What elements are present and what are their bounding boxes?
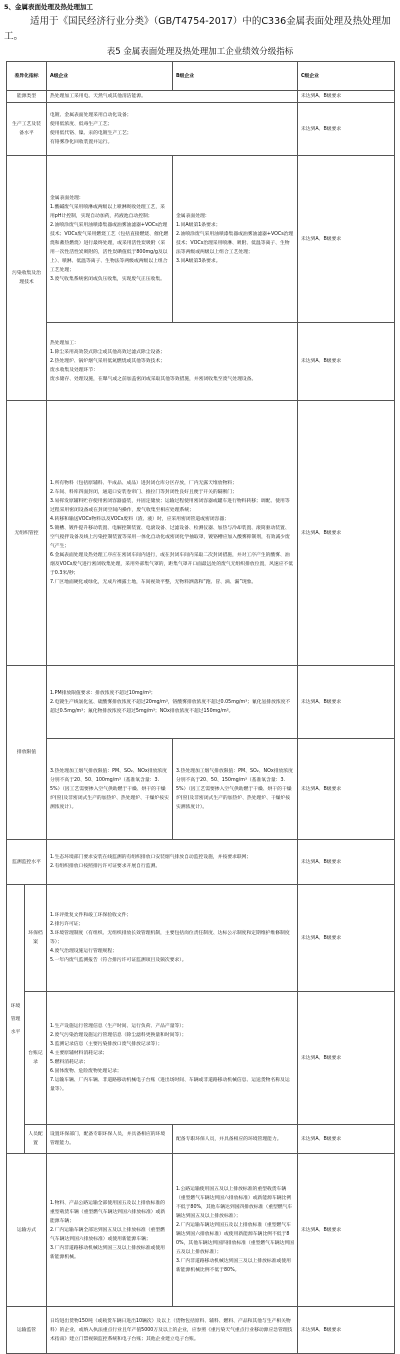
text-line: 3.环境管理制度（有组织、无组织排放长效管理机制，主要包括岗位责任制度、达标公示制度和定期维护维修制度等）； — [50, 931, 290, 945]
table-row — [7, 1307, 395, 1354]
cell-b: 3.热处理加工烟气排放限值：PM、SO₂、NOx排放浓度分别不高于20、50、150mg/m³（基准氧含量：3.5%）（因工艺需要掺入空气供助燃于干燥、烘干的干燥炉(窑)及非密闭式生产的加热炉、热处理炉、干燥炉按实测浓度计）。 — [173, 739, 298, 840]
cell-a — [47, 401, 298, 666]
text-line: 2.有组织排放口按照排污许可证要求开展自行监测。 — [50, 864, 161, 869]
cell-c: 未达到A、B级要求 — [298, 103, 395, 156]
text-line: 6.固体废物、危险废物处理记录； — [50, 1069, 122, 1074]
table-header-row — [7, 62, 395, 91]
text-line: 4.废气治理设施运行管理规程； — [50, 949, 117, 954]
table-row — [7, 739, 395, 840]
cell-a: 设置环保部门，配备专职环保人员，并具备相应的环境管理能力。 — [47, 1125, 173, 1154]
cell-a — [47, 103, 298, 156]
cell-c: 未达到A、B级要求 — [298, 739, 395, 840]
table-row — [7, 103, 395, 156]
text-line: 金属表面处理： — [176, 214, 210, 219]
text-line: 2.废气污染治理设施运行管理信息（除尘滤料更换量和时间等）； — [50, 1033, 187, 1038]
section-heading: 5、金属表面处理及热处理加工 — [4, 3, 94, 11]
row-label: 运输方式 — [7, 1154, 47, 1307]
cell-a — [47, 323, 298, 401]
cell-c: 未达到A、B级要求 — [298, 885, 395, 992]
text-line: 2.厂内运输车辆全部达到国五及以上排放标准（重型燃气车辆达到国六排放标准）或使用新能源车辆； — [50, 1227, 165, 1242]
row-label: 运输监管 — [7, 1307, 47, 1354]
text-line: 3.易挥发原辅料贮存使用密闭容器盛装，并固定储放；运输过程使用密闭容器或罐车进行物料转移；调配、使用等过程采用密闭设备或在封闭空间内操作，废气收集至相应处理系统； — [50, 499, 290, 513]
header-b-level: B级企业 — [173, 62, 298, 91]
text-line: 1.生产设施运行管理信息（生产时间、运行负荷、产品产量等）； — [50, 1024, 187, 1029]
text-line: 4.主要原辅材料消耗记录； — [50, 1051, 108, 1056]
table-row — [7, 666, 395, 739]
text-line: 3.厂内非道路移动机械达到国三及以上排放标准或使用新能源机械。 — [50, 1245, 165, 1260]
sub-label: 人员配置 — [25, 1125, 47, 1154]
text-line: 3.厂内非道路移动机械达到国三及以上排放标准或使用新能源机械比例不低于80%。 — [176, 1259, 291, 1273]
text-line: 1.生态环境部门要求安装在线监测的有组织排放口安装烟气排放自动监控设施，并按要求联网； — [50, 855, 252, 860]
text-line: 1.同A级第1条要求； — [176, 223, 221, 228]
cell-a: 日均进出货物150吨（或载货车辆日进出10辆次）及以上（货物包括原料、辅料、燃料、产品和其他与生产相关物料）的企业，或纳入执法重点行业且年产值5000万及以上的企业，应参照《重污染天气重点行业移动源应急管理技术指南》建立门禁视频监控系统和电子台账；其他企业建立电子台账。 — [47, 1307, 298, 1354]
text-line: 6.金属表面处理及热处理工序应在密闭车间内进行，或在封闭车间内采取二次封闭措施，并对工序产生的酸雾、油烟及VOCs废气进行密闭收集处理，采用外部集气罩的，距集气罩开口面最远处的废气无组织排放位置，风速应不低于0.3米/秒； — [50, 553, 294, 576]
table-row — [7, 1125, 395, 1154]
row-label: 污染收集及治理技术 — [7, 156, 47, 401]
cell-c: 未达到A、B级要求 — [298, 91, 395, 103]
text-line: 5.一年内废气监测报告（符合排污许可证监测项目及频次要求）。 — [50, 958, 187, 963]
header-indicator: 差异化指标 — [7, 62, 47, 91]
text-line: 3.同A级第3条要求。 — [176, 259, 221, 264]
text-line: 5.燃料消耗记录； — [50, 1060, 89, 1065]
table-row — [7, 401, 395, 666]
table-row — [7, 1154, 395, 1307]
text-line: 热处理加工： — [50, 341, 79, 346]
text-line: 2.车间、料库四面封闭，通道口安装卷帘门、推拉门等封闭性良好且便于开关的隔断门； — [50, 490, 237, 495]
row-label: 无组织管控 — [7, 401, 47, 666]
grading-table — [6, 61, 395, 1354]
text-line: 废水收集及处理环节： — [50, 368, 98, 373]
text-line: 1.环评批复文件和竣工环保验收文件； — [50, 913, 132, 918]
table-row — [7, 885, 395, 992]
text-line: 7.运输车辆、厂内车辆、非道路移动机械电子台账（进出场时间、车辆或非道路移动机械信息、运送货物名称及运量等）。 — [50, 1078, 290, 1092]
cell-c: 未达到A、B级要求 — [298, 992, 395, 1125]
text-line: 5.镀槽、镀件提升移动装置、电解控制装置、电滚设备、过滤设备、检测仪器、加热与冷却装置、滚筒驱动装置、空气搅拌设备及线上污染控制装置等采用一体化自动化或密闭化学抽取罩，镀铬槽应加入酸雾抑制剂，有效减少废气产生； — [50, 526, 290, 549]
text-line: 废水储存、处理设施，在曝气或之前加盖密闭或采取其他等效措施，并密闭收集至废气处理设备。 — [50, 377, 257, 382]
table-row — [7, 91, 395, 103]
cell-c: 未达到A、B级要求 — [298, 666, 395, 739]
row-label: 排放限值 — [7, 666, 47, 840]
text-line: 4.转移和输送VOCs物料以及VOCs废料（渣、液）时，应采用密闭管道或密闭容器； — [50, 517, 229, 522]
text-line: 使用低浓度、低毒生产工艺； — [50, 122, 113, 127]
text-line: 电镀、金属表面处理采用自动化设备； — [50, 113, 132, 118]
row-label: 监测监控水平 — [7, 840, 47, 885]
cell-a — [47, 156, 173, 323]
text-line: 1.酸碱废气采用喷淋或两级以上喷淋吸收处理工艺，采用pH计控制，实现自动加药，药液池自动控制； — [50, 205, 165, 219]
table-row — [7, 840, 395, 885]
text-line: 2.油喷涂废气采用油喷漆集器或油雾油滤器+VOCs治理技术；VOCs治理采用喷淋、吸附、低温等离子、生物法等两级或两级以上组合工艺处理； — [176, 232, 294, 255]
cell-a — [47, 840, 298, 885]
header-c-level: C级企业 — [298, 62, 395, 91]
table-title: 表5 金属表面处理及热处理加工企业绩效分级指标 — [106, 47, 294, 57]
cell-a — [47, 666, 298, 739]
cell-b: 配备专职环保人员，并具备相应的环境管理能力。 — [173, 1125, 298, 1154]
text-line: 有铬雾净化回收装置并运行。 — [50, 140, 113, 145]
cell-a — [47, 885, 298, 992]
cell-c: 未达到A、B级要求 — [298, 156, 395, 323]
text-line: 7.厂区地面硬化或绿化，无成片裸露土地，车间视效平整，无物料洒落和“跑、冒、滴、漏”现象。 — [50, 580, 257, 585]
sub-label: 环保档案 — [25, 885, 47, 992]
cell-c: 未达到A、B级要求 — [298, 401, 395, 666]
text-line: 2.油喷涂废气采用油喷漆集器或油雾油滤器+VOCs治理技术；VOCs废气采用燃烧工艺（包括直接燃烧、催化燃烧和蓄热燃烧）进行最终处理，或采用活性炭吸附（采用一次性活性炭吸附的，活性炭碘值低于800mg/g及以上）、喷淋、低温等离子、生物法等两级或两级以上组合工艺处理； — [50, 223, 169, 273]
cell-a: 热处理加工采用电、天然气或其他清洁能源。 — [47, 91, 298, 103]
text-line: 2.厂内运输车辆达到国五及以上排放标准（重型燃气车辆达到国六排放标准）或使用新能源车辆比例不低于80%，其他车辆达到国四排放标准（重型燃气车辆达到国五及以上排放标准）； — [176, 1223, 294, 1255]
table-row — [7, 156, 395, 323]
header-a-level: A级企业 — [47, 62, 173, 91]
text-line: 1.物料、产品公路运输全部使用国五及以上排放标准的重型载货车辆（重型燃气车辆达到国六排放标准）或新能源车辆； — [50, 1200, 166, 1224]
row-label: 环境管理水平 — [7, 885, 25, 1154]
cell-c: 未达到A、B级要求 — [298, 1125, 395, 1154]
text-line: 2.排污许可证； — [50, 922, 84, 927]
row-label: 能源类型 — [7, 91, 47, 103]
text-line: 金属表面处理： — [50, 196, 84, 201]
text-line: 使用低代铬、镍、汞的电镀生产工艺； — [50, 131, 132, 136]
cell-b — [173, 1154, 298, 1307]
cell-c: 未达到A、B级要求 — [298, 840, 395, 885]
table-row — [7, 992, 395, 1125]
sub-label: 台账记录 — [25, 992, 47, 1125]
text-line: 1.所有物料（包括原辅料、半成品、成品）进封闭仓库分区存放，厂内无露天堆放物料； — [50, 481, 237, 486]
cell-a: 3.热处理加工烟气排放限值：PM、SO₂、NOx排放浓度分别不高于20、50、100mg/m³（基准氧含量：3.5%）（因工艺需要掺入空气供助燃于干燥、烘干的干燥炉(窑)及非密闭式生产的加热炉、热处理炉、干燥炉按实测浓度计）。 — [47, 739, 173, 840]
text-line: 3.废气收集系统密闭或负压收集，实现废气正压收集。 — [50, 277, 165, 282]
row-label: 生产工艺及装备水平 — [7, 103, 47, 156]
intro-paragraph: 适用于《国民经济行业分类》（GB/T4754-2017）中的C336金属表面处理及热处理加工。 — [4, 16, 391, 42]
text-line: 1.公路运输使用国五及以上排放标准的重型载货车辆（重型燃气车辆达到国六排放标准）或新能源车辆比例不低于80%，其他车辆达到国四排放标准（重型燃气车辆达到国五及以上排放标准）； — [176, 1187, 293, 1219]
text-line: 1.除尘采用高效袋式除尘或其他高效过滤式除尘设备； — [50, 350, 165, 355]
cell-c: 未达到A、B级要求 — [298, 1307, 395, 1354]
text-line: 1.PM排放限值要求：排放浓度不超过10mg/m³； — [50, 690, 156, 696]
text-line: 2.热处理炉、锅炉烟气采用低氮燃烧或其他等效技术； — [50, 359, 165, 364]
cell-a — [47, 1154, 173, 1307]
text-line: 3.监测记录信息（主要污染排放口废气排放记录等）； — [50, 1042, 163, 1047]
cell-a — [47, 992, 298, 1125]
cell-c: 未达到A、B级要求 — [298, 1154, 395, 1307]
cell-b — [173, 156, 298, 323]
cell-c: 未达到A、B级要求 — [298, 323, 395, 401]
table-row — [7, 323, 395, 401]
text-line: 2.电镀生产线氯化氢、硫酸雾排放浓度不超过20mg/m³，铬酸雾排放浓度不超过0.05mg/m³；氰化氢排放浓度不超过0.5mg/m³；氟化物排放浓度不超过5mg/m³；NOx排放浓度不超过150mg/m³。 — [50, 699, 291, 714]
